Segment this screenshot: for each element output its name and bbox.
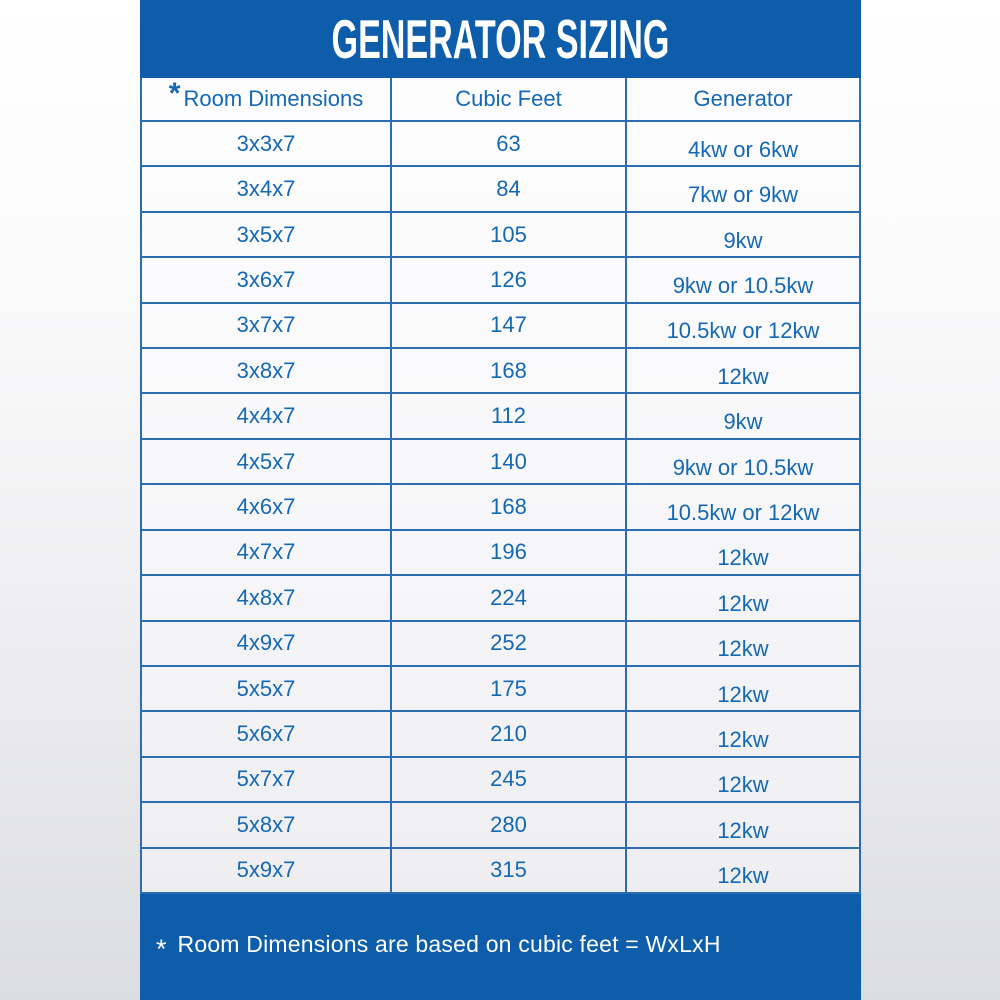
cell-generator: 9kw or 10.5kw xyxy=(627,258,859,303)
cell-cubic-feet: 112 xyxy=(392,394,627,439)
sizing-chart-panel xyxy=(140,0,861,1000)
cell-cubic-feet: 168 xyxy=(392,485,627,530)
cell-generator: 12kw xyxy=(627,576,859,621)
cell-generator: 10.5kw or 12kw xyxy=(627,485,859,530)
cell-cubic-feet: 315 xyxy=(392,849,627,894)
cell-room-dimensions: 5x9x7 xyxy=(142,849,392,894)
cell-room-dimensions: 4x6x7 xyxy=(142,485,392,530)
title-band xyxy=(140,0,861,78)
cell-generator: 12kw xyxy=(627,803,859,848)
column-header-generator xyxy=(627,78,859,122)
cell-cubic-feet: 140 xyxy=(392,440,627,485)
cell-generator: 12kw xyxy=(627,758,859,803)
cell-generator: 10.5kw or 12kw xyxy=(627,304,859,349)
generator-sizing-table xyxy=(140,78,861,894)
cell-room-dimensions: 5x8x7 xyxy=(142,803,392,848)
column-header-label: Room Dimensions xyxy=(183,86,364,111)
cell-room-dimensions: 4x5x7 xyxy=(142,440,392,485)
footnote xyxy=(140,894,861,1000)
cell-generator: 7kw or 9kw xyxy=(627,167,859,212)
cell-room-dimensions: 5x6x7 xyxy=(142,712,392,757)
column-header-label: Cubic Feet xyxy=(455,86,562,111)
page-title: GENERATOR SIZING xyxy=(331,7,670,70)
asterisk-icon: * xyxy=(156,934,167,964)
cell-generator: 12kw xyxy=(627,667,859,712)
cell-cubic-feet: 126 xyxy=(392,258,627,303)
cell-cubic-feet: 280 xyxy=(392,803,627,848)
column-header-room-dimensions: * Room Dimensions xyxy=(142,78,392,122)
cell-generator: 4kw or 6kw xyxy=(627,122,859,167)
cell-generator: 12kw xyxy=(627,849,859,894)
cell-cubic-feet: 210 xyxy=(392,712,627,757)
cell-room-dimensions: 4x7x7 xyxy=(142,531,392,576)
cell-room-dimensions: 4x8x7 xyxy=(142,576,392,621)
cell-generator: 12kw xyxy=(627,349,859,394)
cell-room-dimensions: 3x8x7 xyxy=(142,349,392,394)
cell-cubic-feet: 105 xyxy=(392,213,627,258)
cell-generator: 12kw xyxy=(627,712,859,757)
cell-generator: 12kw xyxy=(627,531,859,576)
cell-cubic-feet: 168 xyxy=(392,349,627,394)
cell-cubic-feet: 84 xyxy=(392,167,627,212)
cell-cubic-feet: 252 xyxy=(392,622,627,667)
cell-cubic-feet: 245 xyxy=(392,758,627,803)
cell-room-dimensions: 5x7x7 xyxy=(142,758,392,803)
cell-room-dimensions: 3x5x7 xyxy=(142,213,392,258)
cell-generator: 12kw xyxy=(627,622,859,667)
column-header-cubic-feet xyxy=(392,78,627,122)
cell-generator: 9kw or 10.5kw xyxy=(627,440,859,485)
cell-room-dimensions: 3x3x7 xyxy=(142,122,392,167)
cell-room-dimensions: 5x5x7 xyxy=(142,667,392,712)
cell-room-dimensions: 4x9x7 xyxy=(142,622,392,667)
cell-generator: 9kw xyxy=(627,213,859,258)
cell-room-dimensions: 3x6x7 xyxy=(142,258,392,303)
column-header-label: Generator xyxy=(693,86,793,111)
cell-cubic-feet: 224 xyxy=(392,576,627,621)
cell-room-dimensions: 4x4x7 xyxy=(142,394,392,439)
cell-generator: 9kw xyxy=(627,394,859,439)
cell-room-dimensions: 3x7x7 xyxy=(142,304,392,349)
cell-cubic-feet: 147 xyxy=(392,304,627,349)
cell-cubic-feet: 196 xyxy=(392,531,627,576)
cell-room-dimensions: 3x4x7 xyxy=(142,167,392,212)
footnote-text: Room Dimensions are based on cubic feet = WxLxH xyxy=(177,931,721,957)
cell-cubic-feet: 175 xyxy=(392,667,627,712)
cell-cubic-feet: 63 xyxy=(392,122,627,167)
